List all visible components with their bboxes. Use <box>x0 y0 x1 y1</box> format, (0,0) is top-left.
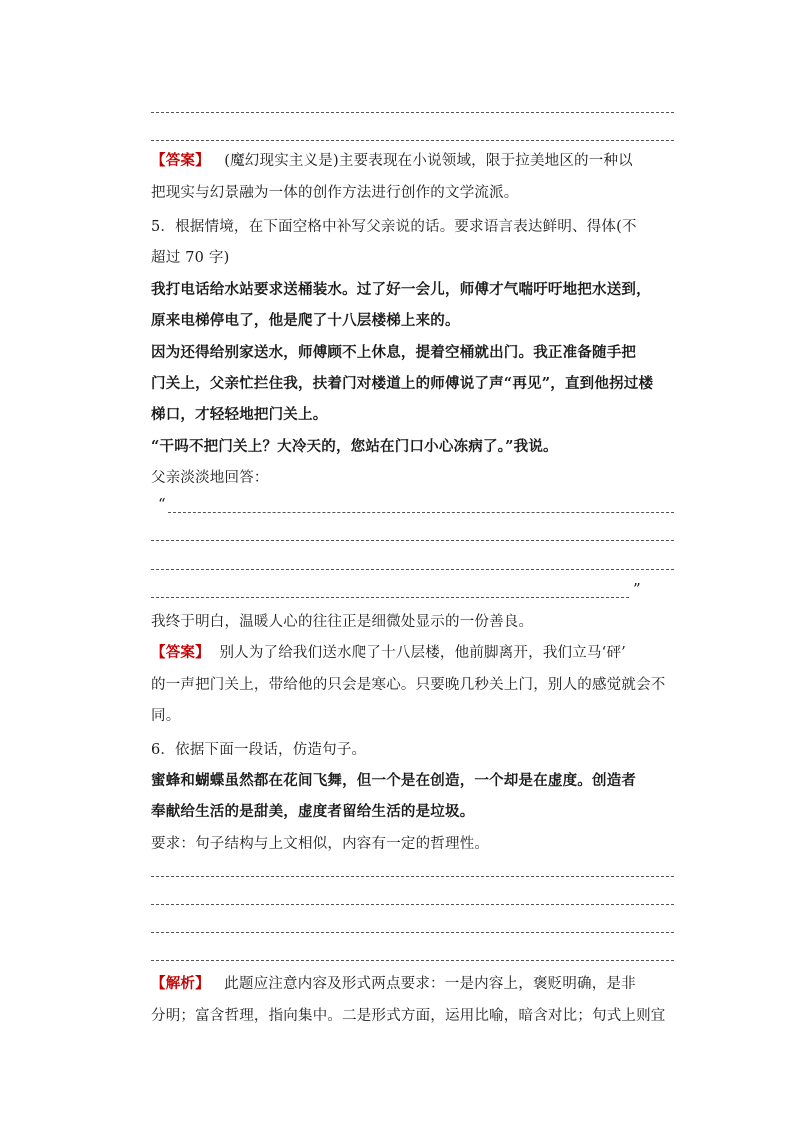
analysis-line-1: 【解析】 此题应注意内容及形式两点要求：一是内容上，褒贬明确，是非 <box>151 975 636 992</box>
answer-blank-line[interactable] <box>151 876 674 877</box>
answer-blank-line[interactable] <box>151 597 629 598</box>
answer-2-line-2: 的一声把门关上，带给他的只会是寒心。只要晚几秒关上门，别人的感觉就会不 <box>151 677 666 693</box>
answer-blank-line[interactable] <box>151 569 674 570</box>
passage-paragraph-2-line-1: 因为还得给别家送水，师傅顾不上休息，提着空桶就出门。我正准备随手把 <box>151 344 637 361</box>
question-6-line-1: 6．依据下面一段话，仿造句子。 <box>151 742 367 758</box>
passage-paragraph-1-line-2: 原来电梯停电了，他是爬了十八层楼梯上来的。 <box>151 312 460 329</box>
open-quote: “ <box>158 495 166 513</box>
passage-paragraph-3: “干吗不把门关上？大冷天的，您站在门口小心冻病了。”我说。 <box>151 438 558 455</box>
question-6-passage-line-2: 奉献给生活的是甜美，虚度者留给生活的是垃圾。 <box>151 803 475 820</box>
answer-2-line-3: 同。 <box>151 708 181 724</box>
analysis-tag: 【解析】 <box>151 975 210 992</box>
answer-1-line-2: 把现实与幻景融为一体的创作方法进行创作的文学流派。 <box>151 185 519 201</box>
passage-paragraph-5: 我终于明白，温暖人心的往往正是细微处显示的一份善良。 <box>151 614 534 630</box>
question-5-line-2: 超过 70 字) <box>151 250 230 266</box>
answer-tag: 【答案】 <box>151 644 210 661</box>
question-6-requirement: 要求：句子结构与上文相似，内容有一定的哲理性。 <box>151 836 490 852</box>
passage-paragraph-2-line-3: 梯口，才轻轻地把门关上。 <box>151 406 328 423</box>
answer-blank-line[interactable] <box>151 540 674 541</box>
answer-blank-line[interactable] <box>151 960 674 961</box>
passage-paragraph-2-line-2: 门关上，父亲忙拦住我，扶着门对楼道上的师傅说了声“再见”，直到他拐过楼 <box>151 375 654 392</box>
question-5-line-1: 5．根据情境，在下面空格中补写父亲说的话。要求语言表达鲜明、得体(不 <box>151 219 637 235</box>
passage-paragraph-1-line-1: 我打电话给水站要求送桶装水。过了好一会儿，师傅才气喘吁吁地把水送到， <box>151 281 651 298</box>
answer-blank-line[interactable] <box>151 112 674 113</box>
answer-blank-line[interactable] <box>168 512 674 513</box>
close-quote: ” <box>633 580 641 598</box>
analysis-line-2: 分明；富含哲理，指向集中。二是形式方面，运用比喻，暗含对比；句式上则宜 <box>151 1008 666 1024</box>
answer-blank-line[interactable] <box>151 932 674 933</box>
passage-paragraph-4: 父亲淡淡地回答： <box>151 470 269 486</box>
answer-blank-line[interactable] <box>151 140 674 141</box>
question-6-passage-line-1: 蜜蜂和蝴蝶虽然都在花间飞舞，但一个是在创造，一个却是在虚度。创造者 <box>151 772 637 789</box>
answer-2-line-1: 【答案】 别人为了给我们送水爬了十八层楼，他前脚离开，我们立马‘砰’ <box>151 644 626 661</box>
answer-1-line-1: 【答案】 (魔幻现实主义是)主要表现在小说领域，限于拉美地区的一种以 <box>151 152 633 169</box>
answer-tag: 【答案】 <box>151 152 210 169</box>
answer-blank-line[interactable] <box>151 904 674 905</box>
